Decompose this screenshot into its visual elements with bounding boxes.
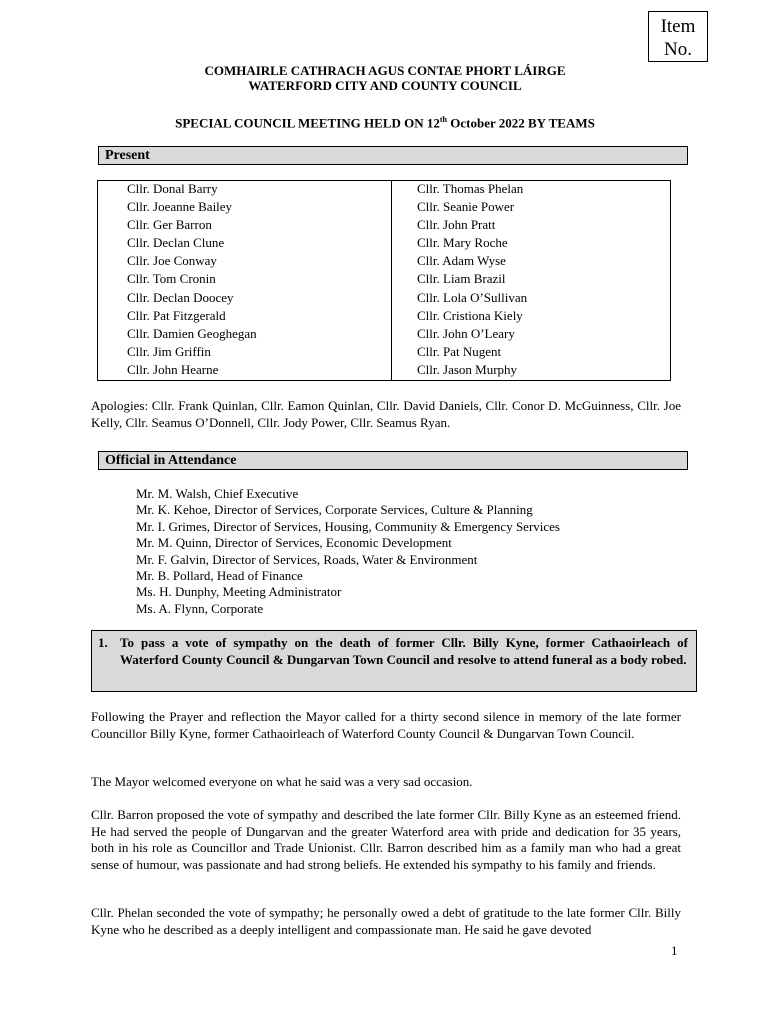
meeting-title-sup: th xyxy=(439,115,448,124)
meeting-title-pre: SPECIAL COUNCIL MEETING HELD ON 12 xyxy=(175,115,440,131)
present-heading: Present xyxy=(98,146,688,165)
member-name-right: Cllr. Seanie Power xyxy=(392,199,671,217)
member-name-left: Cllr. Donal Barry xyxy=(98,181,392,200)
member-name-left: Cllr. Damien Geoghegan xyxy=(98,326,392,344)
member-row xyxy=(98,362,671,381)
item-box-line1: Item xyxy=(660,16,696,37)
member-name-left: Cllr. Declan Doocey xyxy=(98,290,392,308)
official-item: Ms. H. Dunphy, Meeting Administrator xyxy=(136,584,342,600)
member-name-right: Cllr. Lola O’Sullivan xyxy=(392,290,671,308)
member-name-left: Cllr. Joe Conway xyxy=(98,253,392,271)
official-item: Mr. M. Walsh, Chief Executive xyxy=(136,486,299,501)
official-item: Mr. M. Quinn, Director of Services, Economic Development xyxy=(136,535,452,551)
present-members-table xyxy=(97,180,671,381)
member-name-right: Cllr. Pat Nugent xyxy=(392,344,671,362)
meeting-title xyxy=(0,112,770,131)
item-box-line2: No. xyxy=(664,39,692,60)
member-row xyxy=(98,344,671,362)
agenda-item-number: 1. xyxy=(98,635,108,650)
member-name-right: Cllr. Cristiona Kiely xyxy=(392,308,671,326)
member-name-right: Cllr. Thomas Phelan xyxy=(392,181,671,200)
council-irish-name: COMHAIRLE CATHRACH AGUS CONTAE PHORT LÁIRGE xyxy=(204,63,566,78)
member-name-left: Cllr. Pat Fitzgerald xyxy=(98,308,392,326)
member-name-left: Cllr. John Hearne xyxy=(98,362,392,381)
minutes-paragraph: The Mayor welcomed everyone on what he said was a very sad occasion. xyxy=(91,774,473,789)
apologies-text: Apologies: Cllr. Frank Quinlan, Cllr. Eamon Quinlan, Cllr. David Daniels, Cllr. Conor D. McGuinness, Cllr. Joe Kelly, Cllr. Seamus O’Donnell, Cllr. Jody Power, Cllr. Seamus Ryan. xyxy=(91,398,681,430)
officials-list xyxy=(136,486,656,617)
member-name-right: Cllr. John Pratt xyxy=(392,217,671,235)
minutes-paragraph: Following the Prayer and reflection the Mayor called for a thirty second silence in memory of the late former Councillor Billy Kyne, former Cathaoirleach of Waterford County Council & Dungarvan Town Council. xyxy=(91,709,681,741)
officials-heading: Official in Attendance xyxy=(98,451,688,470)
member-name-left: Cllr. Tom Cronin xyxy=(98,271,392,289)
member-row xyxy=(98,308,671,326)
member-row xyxy=(98,253,671,271)
member-name-right: Cllr. Jason Murphy xyxy=(392,362,671,381)
agenda-item-1 xyxy=(91,630,697,692)
minutes-paragraph: Cllr. Phelan seconded the vote of sympathy; he personally owed a debt of gratitude to the late former Cllr. Billy Kyne who he described as a deeply intelligent and compassionate man. He said he gave devoted xyxy=(91,905,681,937)
minutes-paragraph: Cllr. Barron proposed the vote of sympathy and described the late former Cllr. Billy Kyne as an esteemed friend. He had served the people of Dungarvan and the greater Waterford area with pride and dedication for 35 years, both in his role as Councillor and Trade Unionist. Cllr. Barron described him as a family man who had a great sense of humour, was passionate and had strong beliefs. He extended his sympathy to his family and friends. xyxy=(91,807,681,872)
page-number: 1 xyxy=(671,943,678,958)
member-row xyxy=(98,199,671,217)
member-row xyxy=(98,290,671,308)
council-english-name: WATERFORD CITY AND COUNTY COUNCIL xyxy=(248,78,522,93)
member-name-left: Cllr. Declan Clune xyxy=(98,235,392,253)
official-item: Ms. A. Flynn, Corporate xyxy=(136,600,264,616)
official-item: Mr. F. Galvin, Director of Services, Roads, Water & Environment xyxy=(136,551,478,567)
item-number-box xyxy=(648,11,708,62)
official-item: Mr. I. Grimes, Director of Services, Housing, Community & Emergency Services xyxy=(136,518,560,534)
member-name-right: Cllr. Mary Roche xyxy=(392,235,671,253)
member-row xyxy=(98,217,671,235)
member-row xyxy=(98,235,671,253)
member-row xyxy=(98,326,671,344)
official-item: Mr. K. Kehoe, Director of Services, Corporate Services, Culture & Planning xyxy=(136,502,533,518)
member-name-left: Cllr. Joeanne Bailey xyxy=(98,199,392,217)
member-name-left: Cllr. Ger Barron xyxy=(98,217,392,235)
member-name-left: Cllr. Jim Griffin xyxy=(98,344,392,362)
official-item: Mr. B. Pollard, Head of Finance xyxy=(136,568,303,584)
meeting-title-post: October 2022 BY TEAMS xyxy=(447,115,595,131)
member-row xyxy=(98,271,671,289)
agenda-item-title: To pass a vote of sympathy on the death of former Cllr. Billy Kyne, former Cathaoirleach of Waterford County Council & Dungarvan Town Council and resolve to attend funeral as a body robed. xyxy=(120,635,688,667)
member-row xyxy=(98,181,671,200)
member-name-right: Cllr. Adam Wyse xyxy=(392,253,671,271)
member-name-right: Cllr. Liam Brazil xyxy=(392,271,671,289)
member-name-right: Cllr. John O’Leary xyxy=(392,326,671,344)
